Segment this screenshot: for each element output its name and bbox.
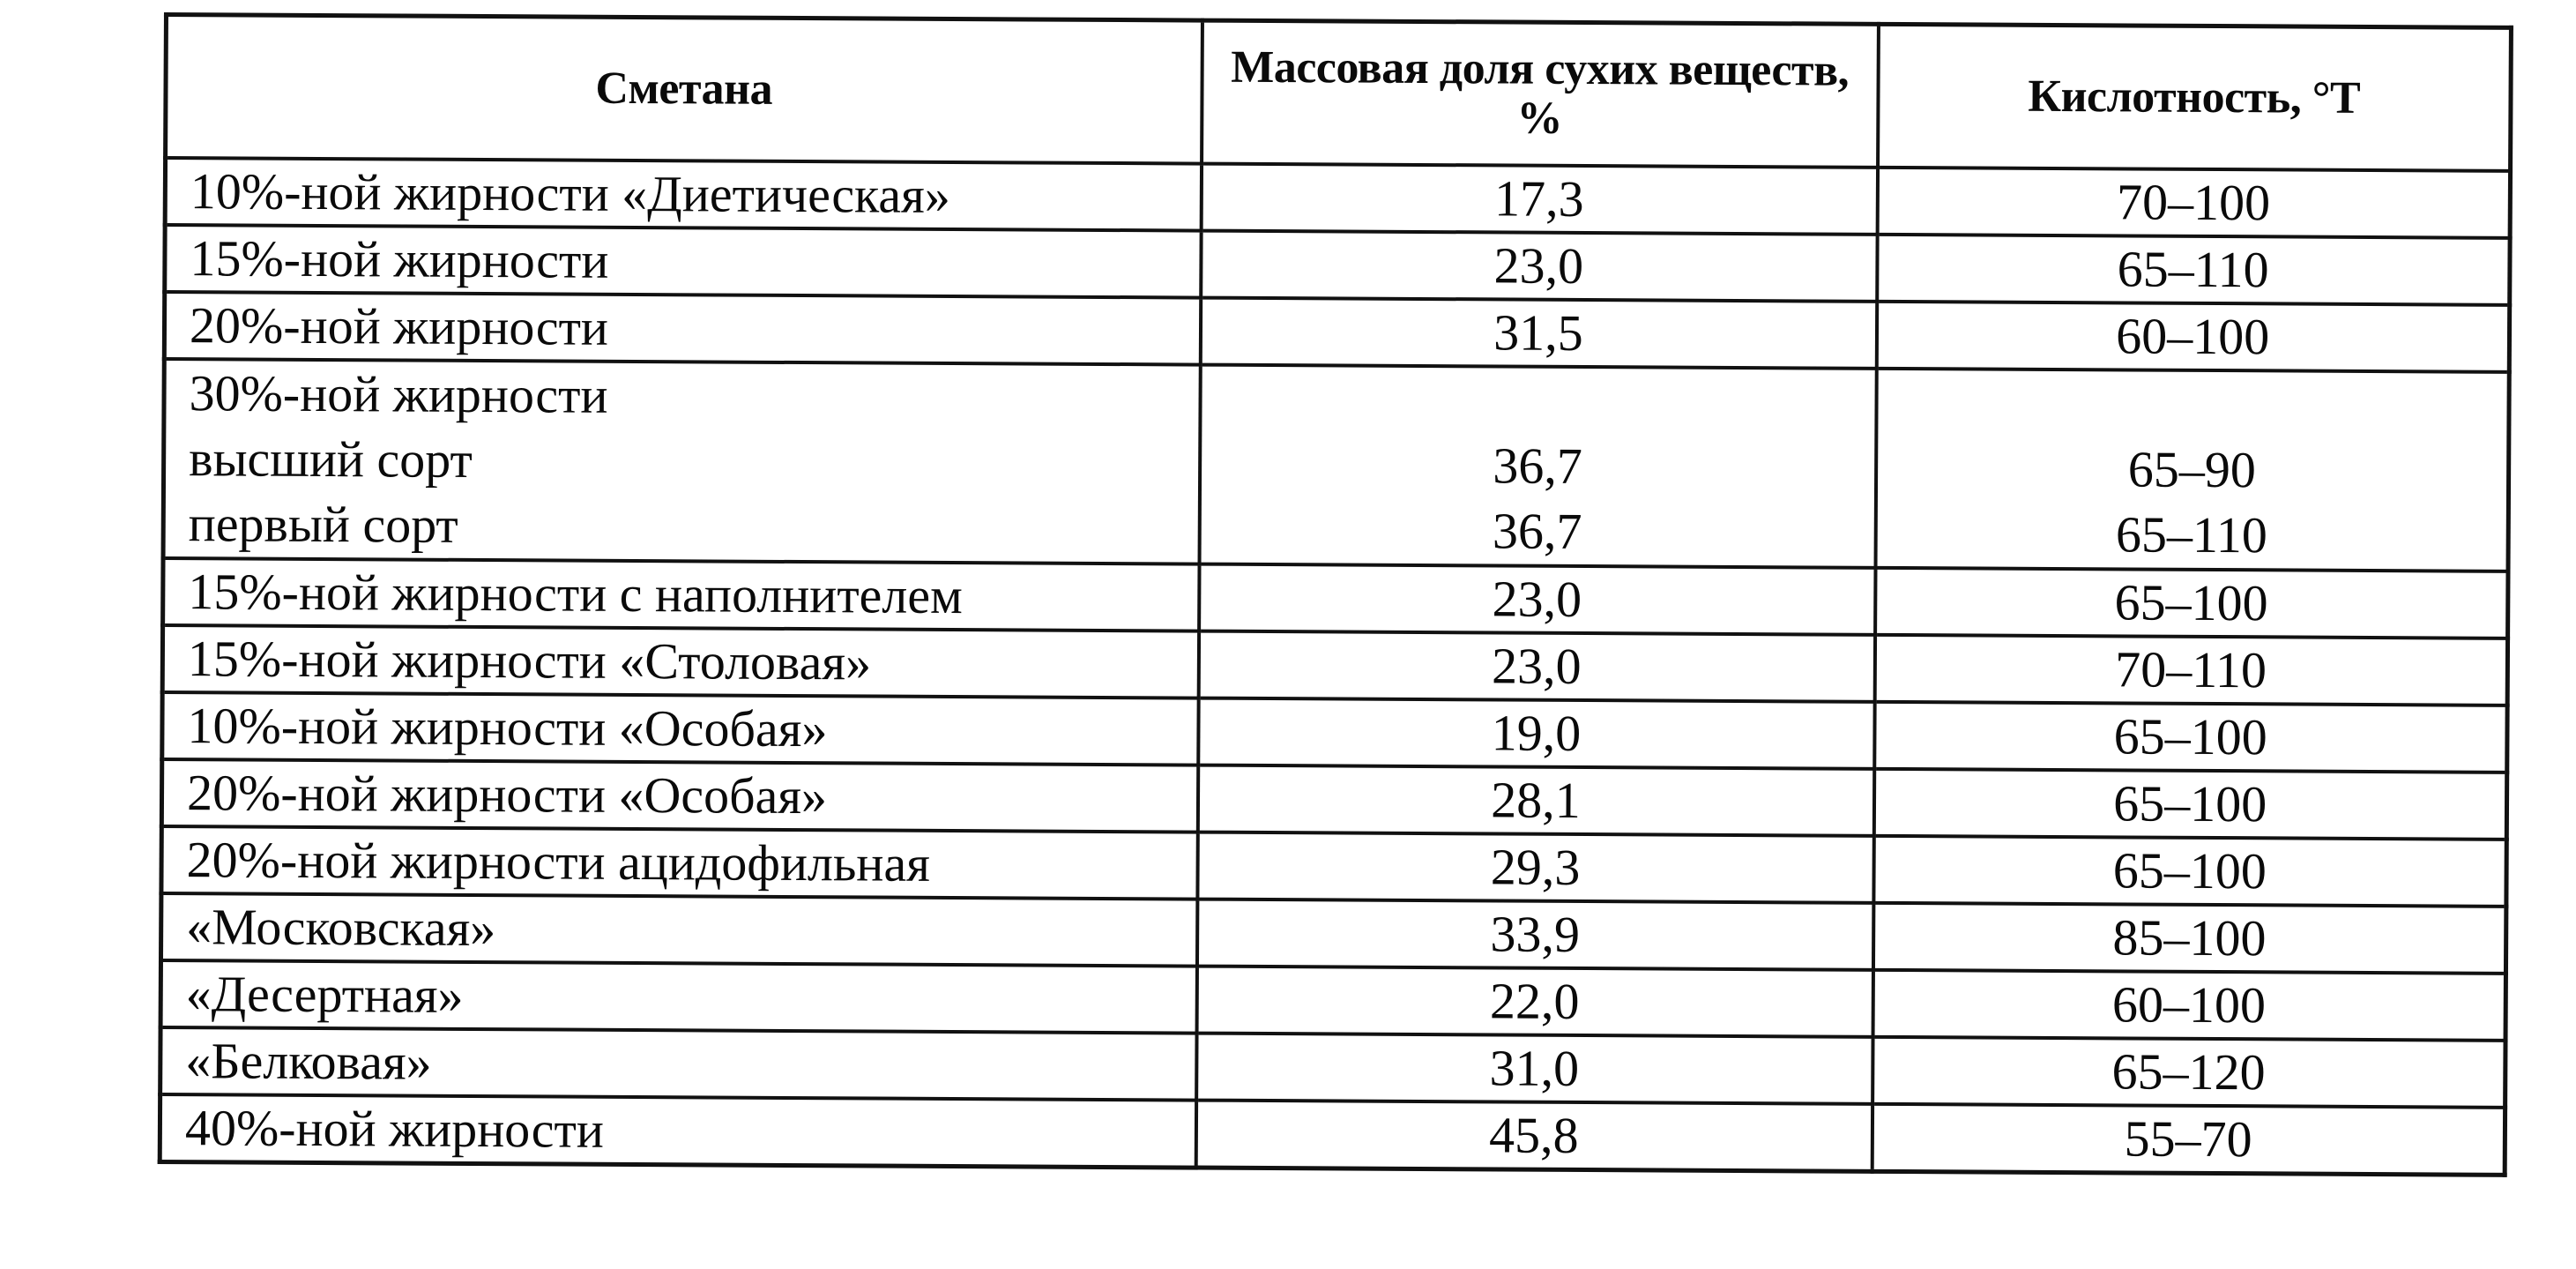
dry-matter-cell: 29,3 — [1197, 832, 1873, 903]
sour-cream-table — [158, 12, 2513, 1177]
acidity-cell: 60–100 — [1876, 302, 2509, 372]
table-row — [164, 292, 2509, 372]
acidity-cell: 85–100 — [1872, 903, 2505, 974]
dry-matter-cell: 45,8 — [1195, 1101, 1872, 1172]
sour-cream-table-container — [158, 12, 2509, 1177]
dry-matter-sub-value: 36,7 — [1492, 502, 1582, 560]
header-acidity: Кислотность, °Т — [1878, 24, 2512, 171]
acidity-cell: 65–120 — [1872, 1037, 2505, 1108]
table-row — [160, 960, 2505, 1041]
table-row-grouped — [163, 359, 2509, 571]
product-sub-grade: первый сорт — [188, 495, 458, 554]
dry-matter-cell: 28,1 — [1197, 765, 1873, 836]
product-group-title: 30%-ной жирности — [189, 364, 608, 424]
acidity-cell: 65–100 — [1874, 702, 2507, 773]
dry-matter-sub-value: 36,7 — [1493, 437, 1583, 495]
table-row — [161, 759, 2506, 840]
product-cell-group — [163, 359, 1200, 564]
dry-matter-cell: 17,3 — [1201, 164, 1877, 235]
product-cell: 10%-ной жирности «Диетическая» — [165, 158, 1201, 231]
product-cell: 15%-ной жирности с наполнителем — [163, 558, 1199, 631]
acidity-cell: 70–100 — [1877, 168, 2510, 238]
acidity-cell: 65–100 — [1873, 836, 2506, 907]
acidity-cell: 70–110 — [1874, 635, 2507, 705]
table-row — [160, 1094, 2505, 1175]
product-cell: 10%-ной жирности «Особая» — [162, 692, 1198, 765]
acidity-cell: 65–110 — [1877, 235, 2510, 305]
product-cell: 15%-ной жирности «Столовая» — [162, 625, 1198, 698]
product-sub-grade: высший сорт — [188, 429, 473, 489]
product-cell: «Белковая» — [160, 1027, 1196, 1101]
table-row — [163, 558, 2508, 638]
dry-matter-cell: 31,5 — [1200, 298, 1876, 369]
dry-matter-cell: 22,0 — [1196, 967, 1872, 1037]
table-row — [165, 225, 2510, 305]
product-cell: 20%-ной жирности — [164, 292, 1200, 365]
header-dry-matter: Массовая доля сухих веществ, % — [1202, 20, 1879, 168]
table-row — [162, 692, 2507, 773]
product-cell: 20%-ной жирности «Особая» — [161, 759, 1197, 832]
product-cell: 15%-ной жирности — [165, 225, 1201, 298]
acidity-sub-value: 65–110 — [2115, 505, 2268, 564]
acidity-cell-group — [1875, 369, 2509, 571]
table-row — [160, 893, 2505, 974]
dry-matter-cell-group — [1199, 365, 1876, 568]
table-row — [161, 826, 2506, 907]
acidity-cell: 65–100 — [1875, 568, 2508, 638]
dry-matter-cell: 23,0 — [1199, 564, 1875, 635]
dry-matter-cell: 31,0 — [1196, 1034, 1872, 1104]
acidity-cell: 55–70 — [1872, 1104, 2505, 1176]
dry-matter-cell: 33,9 — [1196, 899, 1872, 970]
product-cell: 40%-ной жирности — [160, 1094, 1195, 1168]
table-row — [165, 158, 2510, 238]
table-row — [160, 1027, 2505, 1108]
acidity-cell: 65–100 — [1873, 769, 2506, 840]
acidity-sub-value: 65–90 — [2127, 440, 2257, 499]
product-cell: «Десертная» — [160, 960, 1196, 1034]
table-row — [162, 625, 2507, 705]
product-cell: 20%-ной жирности ацидофильная — [161, 826, 1197, 899]
dry-matter-cell: 23,0 — [1201, 231, 1877, 302]
header-row — [166, 15, 2512, 171]
product-cell: «Московская» — [160, 893, 1196, 967]
dry-matter-cell: 23,0 — [1198, 631, 1874, 702]
acidity-cell: 60–100 — [1872, 970, 2505, 1041]
dry-matter-cell: 19,0 — [1198, 698, 1874, 769]
header-product: Сметана — [166, 15, 1202, 164]
